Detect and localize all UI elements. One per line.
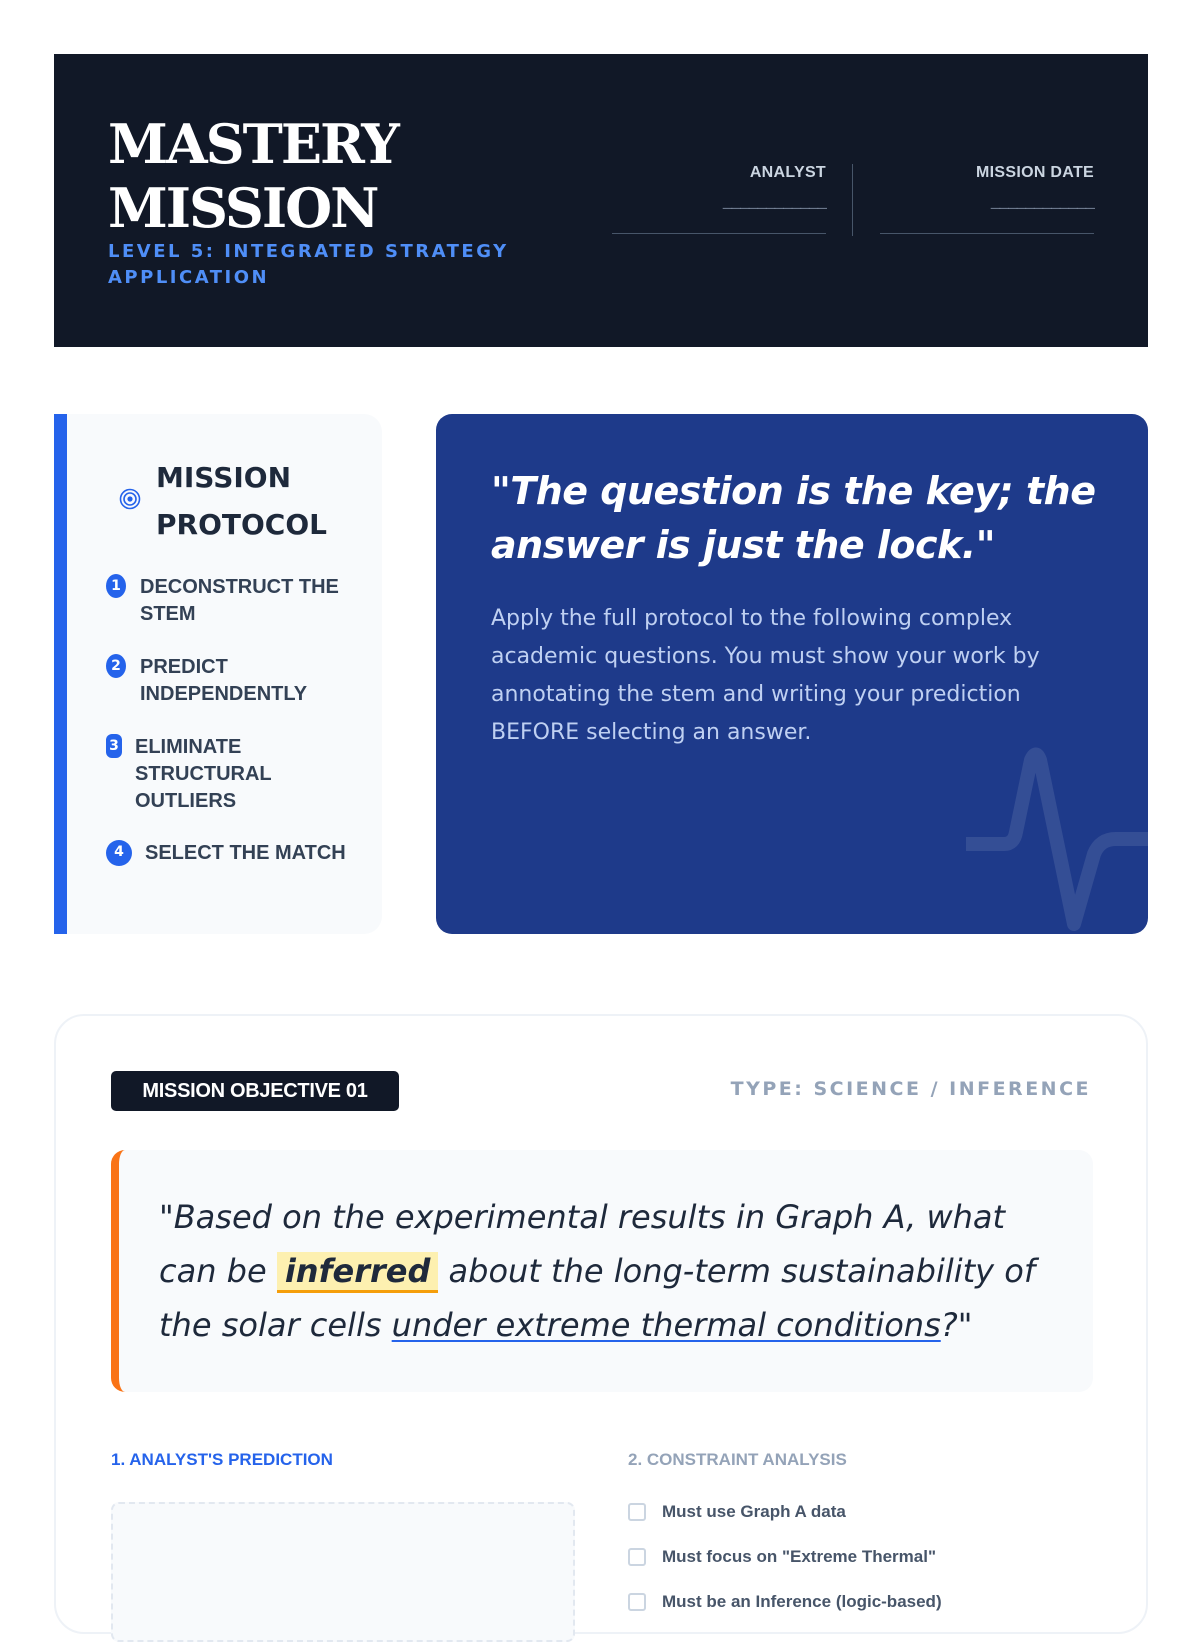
step-number: 4 — [106, 840, 132, 866]
step-number: 1 — [106, 574, 126, 598]
constraint-item[interactable] — [628, 1547, 1088, 1569]
analyst-blank[interactable]: ____________ — [722, 194, 826, 212]
page-title — [108, 112, 398, 240]
analyst-field[interactable] — [612, 164, 826, 234]
constraint-text: Must focus on "Extreme Thermal" — [662, 1547, 937, 1566]
question-stem — [111, 1150, 1093, 1392]
constraint-item[interactable] — [628, 1502, 1088, 1524]
quote-instructions: Apply the full protocol to the following complex academic questions. You must show your work by annotating the stem and writing your prediction BEFORE selecting an answer. — [491, 606, 1040, 745]
prediction-label: 1. ANALYST'S PREDICTION — [111, 1450, 333, 1469]
constraint-checkbox[interactable] — [628, 1593, 646, 1611]
header-divider — [852, 164, 853, 236]
constraint-label: 2. CONSTRAINT ANALYSIS — [628, 1450, 847, 1469]
question-part-3: ?" — [940, 1306, 973, 1344]
mission-protocol-card — [54, 414, 382, 934]
mission-date-blank[interactable]: ____________ — [990, 194, 1094, 212]
target-icon — [119, 488, 141, 510]
prediction-input[interactable] — [111, 1502, 575, 1642]
pulse-icon — [966, 744, 1148, 934]
analyst-label: ANALYST — [749, 164, 826, 181]
title-line-2: MISSION — [108, 176, 378, 240]
question-part-2: about the long-term sustainability of the solar cells — [159, 1252, 1036, 1344]
title-line-1: MASTERY — [108, 112, 398, 176]
objective-type: TYPE: SCIENCE / INFERENCE — [730, 1078, 1091, 1100]
underlined-phrase: under extreme thermal conditions — [391, 1306, 941, 1344]
step-label: ELIMINATE STRUCTURAL OUTLIERS — [135, 736, 272, 812]
question-part-1: "Based on the experimental results in Graph A, what can be — [159, 1198, 1006, 1290]
step-label: DECONSTRUCT THE STEM — [140, 576, 339, 625]
question-text — [159, 1190, 1039, 1352]
step-number: 3 — [106, 734, 122, 758]
constraint-checkbox[interactable] — [628, 1548, 646, 1566]
objective-badge: MISSION OBJECTIVE 01 — [111, 1071, 399, 1111]
step-number: 2 — [106, 654, 126, 678]
quote-panel — [436, 414, 1148, 934]
constraint-item[interactable] — [628, 1592, 1088, 1614]
page-subtitle: LEVEL 5: INTEGRATED STRATEGY APPLICATION — [108, 241, 509, 288]
mission-objective-card — [54, 1014, 1148, 1634]
step-label: SELECT THE MATCH — [145, 842, 346, 864]
mission-date-underline — [880, 233, 1094, 234]
constraint-text: Must use Graph A data — [662, 1502, 846, 1521]
constraint-checkbox[interactable] — [628, 1503, 646, 1521]
protocol-title: MISSION PROTOCOL — [156, 461, 327, 541]
step-label: PREDICT INDEPENDENTLY — [140, 656, 308, 705]
highlighted-keyword: inferred — [277, 1252, 439, 1293]
page-header — [54, 54, 1148, 347]
analyst-underline — [612, 233, 826, 234]
mission-date-field[interactable] — [880, 164, 1094, 234]
mission-quote: "The question is the key; the answer is just the lock." — [491, 469, 1096, 567]
constraint-text: Must be an Inference (logic-based) — [662, 1592, 942, 1611]
mission-date-label: MISSION DATE — [976, 164, 1094, 181]
